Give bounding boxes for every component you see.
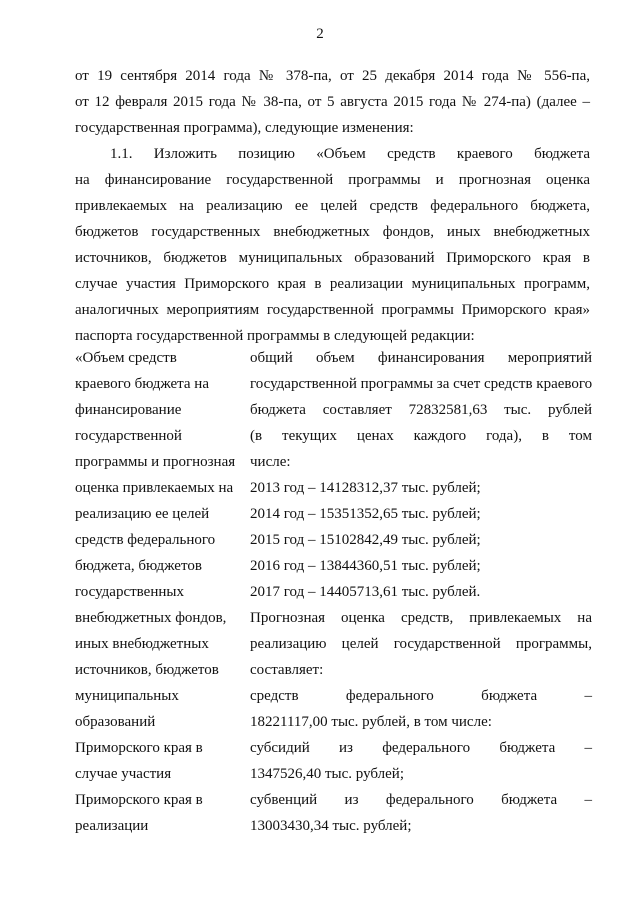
table-right-line: общий объем финансирования мероприятий (250, 350, 592, 366)
item-line: бюджетов государственных внебюджетных фондов, иных внебюджетных (75, 224, 590, 240)
table-right-line: 2013 год – 14128312,37 тыс. рублей; (250, 480, 481, 496)
table-right-line: составляет: (250, 662, 324, 678)
table-left-line: Приморского края в (75, 740, 203, 756)
item-line: источников, бюджетов муниципальных образований Приморского края в (75, 250, 590, 266)
table-right-line: 13003430,34 тыс. рублей; (250, 818, 412, 834)
table-left-line: образований (75, 714, 156, 730)
table-left-line: «Объем средств (75, 350, 177, 366)
table-right-line: субвенций из федерального бюджета – (250, 792, 592, 808)
table-right-line: государственной программы за счет средств краевого (250, 376, 593, 392)
table-right-line: реализацию целей государственной программы, (250, 636, 592, 652)
table-right-line: Прогнозная оценка средств, привлекаемых на (250, 610, 592, 626)
table-left-line: иных внебюджетных (75, 636, 209, 652)
table-left-line: оценка привлекаемых на (75, 480, 234, 496)
table-right-line: 18221117,00 тыс. рублей, в том числе: (250, 714, 492, 730)
table-left-line: реализации (75, 818, 149, 834)
item-line: аналогичных мероприятиям государственной программы Приморского края» (75, 302, 590, 318)
table-right-line: субсидий из федерального бюджета – (250, 740, 592, 756)
table-right-line: 2017 год – 14405713,61 тыс. рублей. (250, 584, 481, 600)
table-left-line: муниципальных (75, 688, 179, 704)
page-number: 2 (316, 26, 324, 42)
item-line: 1.1. Изложить позицию «Объем средств краевого бюджета (110, 146, 590, 162)
item-line: на финансирование государственной программы и прогнозная оценка (75, 172, 590, 188)
table-right-line: 2015 год – 15102842,49 тыс. рублей; (250, 532, 481, 548)
item-line: привлекаемых на реализацию ее целей средств федерального бюджета, (75, 198, 590, 214)
table-left-line: бюджета, бюджетов (75, 558, 202, 574)
table-left-line: внебюджетных фондов, (75, 610, 227, 626)
table-left-line: средств федерального (75, 532, 216, 548)
table-right-line: 1347526,40 тыс. рублей; (250, 766, 404, 782)
table-right-line: числе: (250, 454, 291, 470)
table-left-line: программы и прогнозная (75, 454, 236, 470)
table-left-line: источников, бюджетов (75, 662, 219, 678)
table-left-line: случае участия (75, 766, 172, 782)
table-left-line: государственной (75, 428, 182, 444)
table-left-line: государственных (75, 584, 184, 600)
intro-line: от 12 февраля 2015 года № 38-па, от 5 августа 2015 года № 274-па) (далее – (75, 94, 590, 110)
item-line: паспорта государственной программы в следующей редакции: (75, 328, 475, 344)
intro-line: от 19 сентября 2014 года № 378-па, от 25 декабря 2014 года № 556-па, (75, 68, 590, 84)
intro-line: государственная программа), следующие изменения: (75, 120, 414, 136)
table-left-line: краевого бюджета на (75, 376, 209, 392)
table-left-line: Приморского края в (75, 792, 203, 808)
item-line: случае участия Приморского края в реализации муниципальных программ, (75, 276, 590, 292)
table-right-line: 2016 год – 13844360,51 тыс. рублей; (250, 558, 481, 574)
table-right-line: бюджета составляет 72832581,63 тыс. рублей (250, 402, 592, 418)
table-left-line: реализацию ее целей (75, 506, 210, 522)
table-right-line: 2014 год – 15351352,65 тыс. рублей; (250, 506, 481, 522)
table-right-line: (в текущих ценах каждого года), в том (250, 428, 592, 444)
table-right-line: средств федерального бюджета – (250, 688, 592, 704)
table-left-line: финансирование (75, 402, 182, 418)
